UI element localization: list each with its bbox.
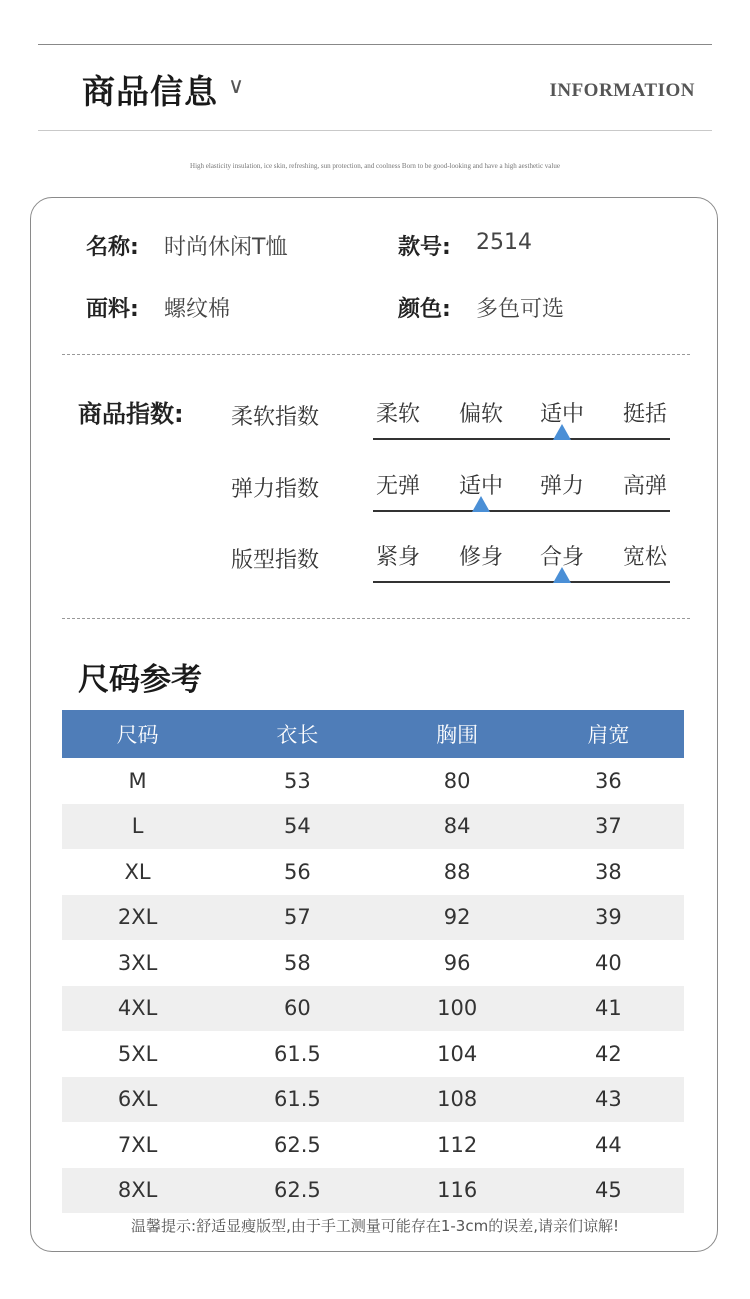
table-cell: 62.5 [213,1168,381,1214]
elasticity-index-label: 弹力指数 [231,477,320,502]
column-header: 衣长 [213,710,381,758]
table-header-row [62,710,684,758]
table-cell: M [128,768,147,793]
dashed-divider [62,354,690,355]
table-cell: XL [124,859,151,884]
table-cell: L [62,804,213,850]
table-cell: 92 [382,895,533,941]
table-cell: 62.5 [274,1132,321,1157]
scale-option: 偏软 [458,402,503,427]
table-cell: 100 [382,986,533,1032]
scale-option: 高弹 [622,474,667,499]
table-cell: 56 [284,859,311,884]
table-cell: 58 [284,950,311,975]
table-cell: 88 [443,859,471,884]
table-cell: 40 [595,950,622,975]
table-cell: 3XL [117,950,158,975]
scale-option: 合身 [539,545,584,570]
table-row [62,986,684,1032]
table-cell: 112 [437,1132,478,1157]
fit-index-label: 版型指数 [231,548,320,573]
table-row [62,940,684,986]
name-value: 时尚休闲T恤 [164,235,288,260]
table-row [62,804,684,850]
chevron-down-icon: ∨ [228,74,245,99]
table-cell: 57 [213,895,381,941]
scale-marker-icon [553,567,571,583]
column-header: 肩宽 [533,710,684,758]
scale-marker-icon [553,424,571,440]
table-cell: 61.5 [213,1077,381,1123]
table-cell: 38 [595,859,622,884]
table-cell: 84 [382,804,533,850]
scale-line [373,510,670,512]
table-row [62,849,684,895]
table-cell: 53 [284,768,311,793]
fabric-value: 螺纹棉 [164,297,231,322]
table-cell: 108 [382,1077,533,1123]
dashed-divider [62,618,690,619]
table-cell: 96 [443,950,471,975]
table-row [62,758,684,804]
scale-option: 修身 [458,545,503,570]
table-cell: 4XL [62,986,213,1032]
section-title: 商品信息 [82,72,218,111]
fabric-label: 面料: [86,297,139,322]
scale-option: 适中 [458,474,503,499]
table-cell: 80 [443,768,471,793]
scale-option: 紧身 [375,545,420,570]
style-label: 款号: [398,235,451,260]
scale-option: 弹力 [539,474,584,499]
elasticity-scale [373,469,670,517]
header-divider [38,130,712,131]
table-cell: 41 [533,986,684,1032]
table-cell: 39 [533,895,684,941]
table-row [62,1122,684,1168]
measurement-note: 温馨提示:舒适显瘦版型,由于手工测量可能存在1-3cm的误差,请亲们谅解! [131,1217,619,1235]
color-label: 颜色: [398,297,451,322]
table-cell: 104 [437,1041,478,1066]
table-cell: 44 [595,1132,622,1157]
scale-line [373,438,670,440]
table-row [62,1077,684,1123]
table-row [62,1168,684,1214]
table-cell: 45 [533,1168,684,1214]
scale-option: 挺括 [622,402,667,427]
table-cell: 54 [213,804,381,850]
color-value: 多色可选 [476,297,565,322]
table-cell: 6XL [62,1077,213,1123]
table-cell: 2XL [62,895,213,941]
softness-index-label: 柔软指数 [231,405,320,430]
table-row [62,1031,684,1077]
scale-line [373,581,670,583]
table-cell: 7XL [117,1132,158,1157]
style-value: 2514 [476,230,532,255]
fit-scale [373,540,670,588]
table-cell: 37 [533,804,684,850]
column-header: 尺码 [62,710,213,758]
table-cell: 36 [595,768,622,793]
table-cell: 42 [595,1041,622,1066]
table-cell: 8XL [62,1168,213,1214]
top-divider [38,44,712,45]
table-cell: 43 [533,1077,684,1123]
table-cell: 5XL [117,1041,158,1066]
scale-option: 无弹 [375,474,420,499]
size-chart-title: 尺码参考 [78,662,202,698]
table-cell: 61.5 [274,1041,321,1066]
scale-marker-icon [472,496,490,512]
index-title: 商品指数: [78,400,184,428]
tagline: High elasticity insulation, ice skin, refreshing, sun protection, and coolness Born to be good-looking and have a high aesthetic value [190,162,560,170]
table-row [62,895,684,941]
table-cell: 60 [213,986,381,1032]
softness-scale [373,397,670,445]
column-header: 胸围 [382,710,533,758]
size-table [62,710,684,1213]
scale-option: 适中 [539,402,584,427]
name-label: 名称: [86,235,139,260]
scale-option: 柔软 [375,402,420,427]
table-cell: 116 [382,1168,533,1214]
scale-option: 宽松 [622,545,667,570]
section-title-english: INFORMATION [549,80,695,101]
